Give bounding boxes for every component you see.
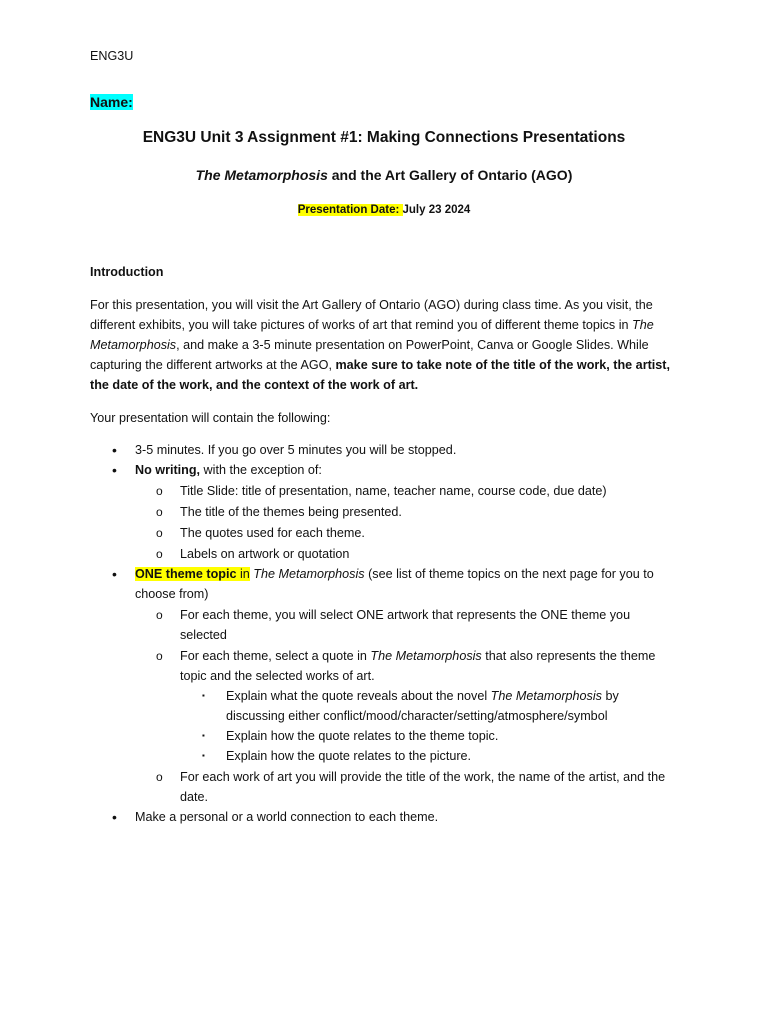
list-item xyxy=(135,767,680,807)
theme-novel-title: The Metamorphosis xyxy=(253,567,365,581)
presentation-date xyxy=(0,200,768,220)
theme-topic-rest: (see list of theme topics on the next page for you to choose from) xyxy=(135,567,654,601)
sub-sub-item-text-a: Explain what the quote reveals about the novel xyxy=(226,689,491,703)
subtitle-rest: and the Art Gallery of Ontario (AGO) xyxy=(327,167,573,183)
item-connection: Make a personal or a world connection to each theme. xyxy=(135,810,439,824)
list-item xyxy=(135,544,680,564)
sub-item-text: Labels on artwork or quotation xyxy=(180,547,350,561)
circle-bullet-icon: o xyxy=(156,547,163,561)
circle-bullet-icon: o xyxy=(156,649,163,663)
list-item xyxy=(180,746,680,766)
sub-item-novel-title: The Metamorphosis xyxy=(370,649,482,663)
quote-sublist xyxy=(180,686,680,766)
list-item xyxy=(180,726,680,746)
list-item xyxy=(90,460,680,564)
item-no-writing-rest: with the exception of: xyxy=(200,463,322,477)
list-item xyxy=(135,646,680,766)
intro-text-1: For this presentation, you will visit the Art Gallery of Ontario (AGO) during class time. As you visit, the different exhibits, you will take pictures of works of art that remind you of different theme topics in xyxy=(90,298,653,332)
sub-item-text: The title of the themes being presented. xyxy=(180,505,402,519)
sub-item-text: The quotes used for each theme. xyxy=(180,526,365,540)
sub-item-text: For each work of art you will provide the title of the work, the name of the artist, and the date. xyxy=(180,770,666,804)
circle-bullet-icon: o xyxy=(156,770,163,784)
intro-emphasis: make sure to take note of the title of the work, the artist, the date of the work, and the context of the work of art. xyxy=(90,358,670,392)
sub-sub-item-text: Explain how the quote relates to the picture. xyxy=(226,749,472,763)
square-bullet-icon: ▪ xyxy=(202,691,205,700)
theme-topic-in: in xyxy=(236,567,250,581)
intro-novel-title: The Metamorphosis xyxy=(90,318,654,352)
list-item xyxy=(90,564,680,807)
list-item xyxy=(180,686,680,726)
list-item xyxy=(90,807,680,827)
item-duration: 3-5 minutes. If you go over 5 minutes you will be stopped. xyxy=(135,443,457,457)
circle-bullet-icon: o xyxy=(156,608,163,622)
name-label xyxy=(90,92,133,112)
list-item xyxy=(135,605,680,645)
bullet-icon: • xyxy=(112,442,117,458)
intro-paragraph xyxy=(90,295,680,395)
name-label-highlight: Name: xyxy=(90,94,133,110)
theme-sublist xyxy=(135,605,680,807)
circle-bullet-icon: o xyxy=(156,505,163,519)
list-item xyxy=(135,481,680,501)
presentation-date-label: Presentation Date: xyxy=(297,204,403,216)
contains-lead: Your presentation will contain the following: xyxy=(90,411,331,425)
subtitle-novel-title: The Metamorphosis xyxy=(195,167,328,183)
list-item xyxy=(135,502,680,522)
sub-item-text-b: that also represents the theme topic and the selected works of art. xyxy=(180,649,656,683)
square-bullet-icon: ▪ xyxy=(202,731,205,740)
intro-heading: Introduction xyxy=(90,265,164,279)
list-item xyxy=(90,440,680,460)
requirements-list xyxy=(90,440,680,827)
no-writing-sublist xyxy=(135,481,680,564)
sub-item-text: Title Slide: title of presentation, name, teacher name, course code, due date) xyxy=(180,484,607,498)
circle-bullet-icon: o xyxy=(156,526,163,540)
sub-item-text: For each theme, you will select ONE artwork that represents the ONE theme you selected xyxy=(180,608,631,642)
assignment-title: ENG3U Unit 3 Assignment #1: Making Connections Presentations xyxy=(142,129,626,146)
sub-sub-item-text: Explain how the quote relates to the theme topic. xyxy=(226,729,499,743)
bullet-icon: • xyxy=(112,566,117,582)
sub-sub-item-novel-title: The Metamorphosis xyxy=(490,689,602,703)
circle-bullet-icon: o xyxy=(156,484,163,498)
square-bullet-icon: ▪ xyxy=(202,751,205,760)
presentation-date-value: July 23 2024 xyxy=(402,204,471,216)
course-code-header: ENG3U xyxy=(90,49,134,63)
document-body xyxy=(90,262,680,827)
theme-topic-label: ONE theme topic xyxy=(135,567,237,581)
assignment-subtitle xyxy=(0,165,768,185)
item-no-writing: No writing, xyxy=(135,463,201,477)
intro-text-2: , and make a 3-5 minute presentation on PowerPoint, Canva or Google Slides. While capturing the different artworks at the AGO, xyxy=(90,338,649,372)
bullet-icon: • xyxy=(112,462,117,478)
sub-sub-item-text-b: by discussing either conflict/mood/character/setting/atmosphere/symbol xyxy=(226,689,619,723)
list-item xyxy=(135,523,680,543)
bullet-icon: • xyxy=(112,809,117,825)
sub-item-text-a: For each theme, select a quote in xyxy=(180,649,371,663)
